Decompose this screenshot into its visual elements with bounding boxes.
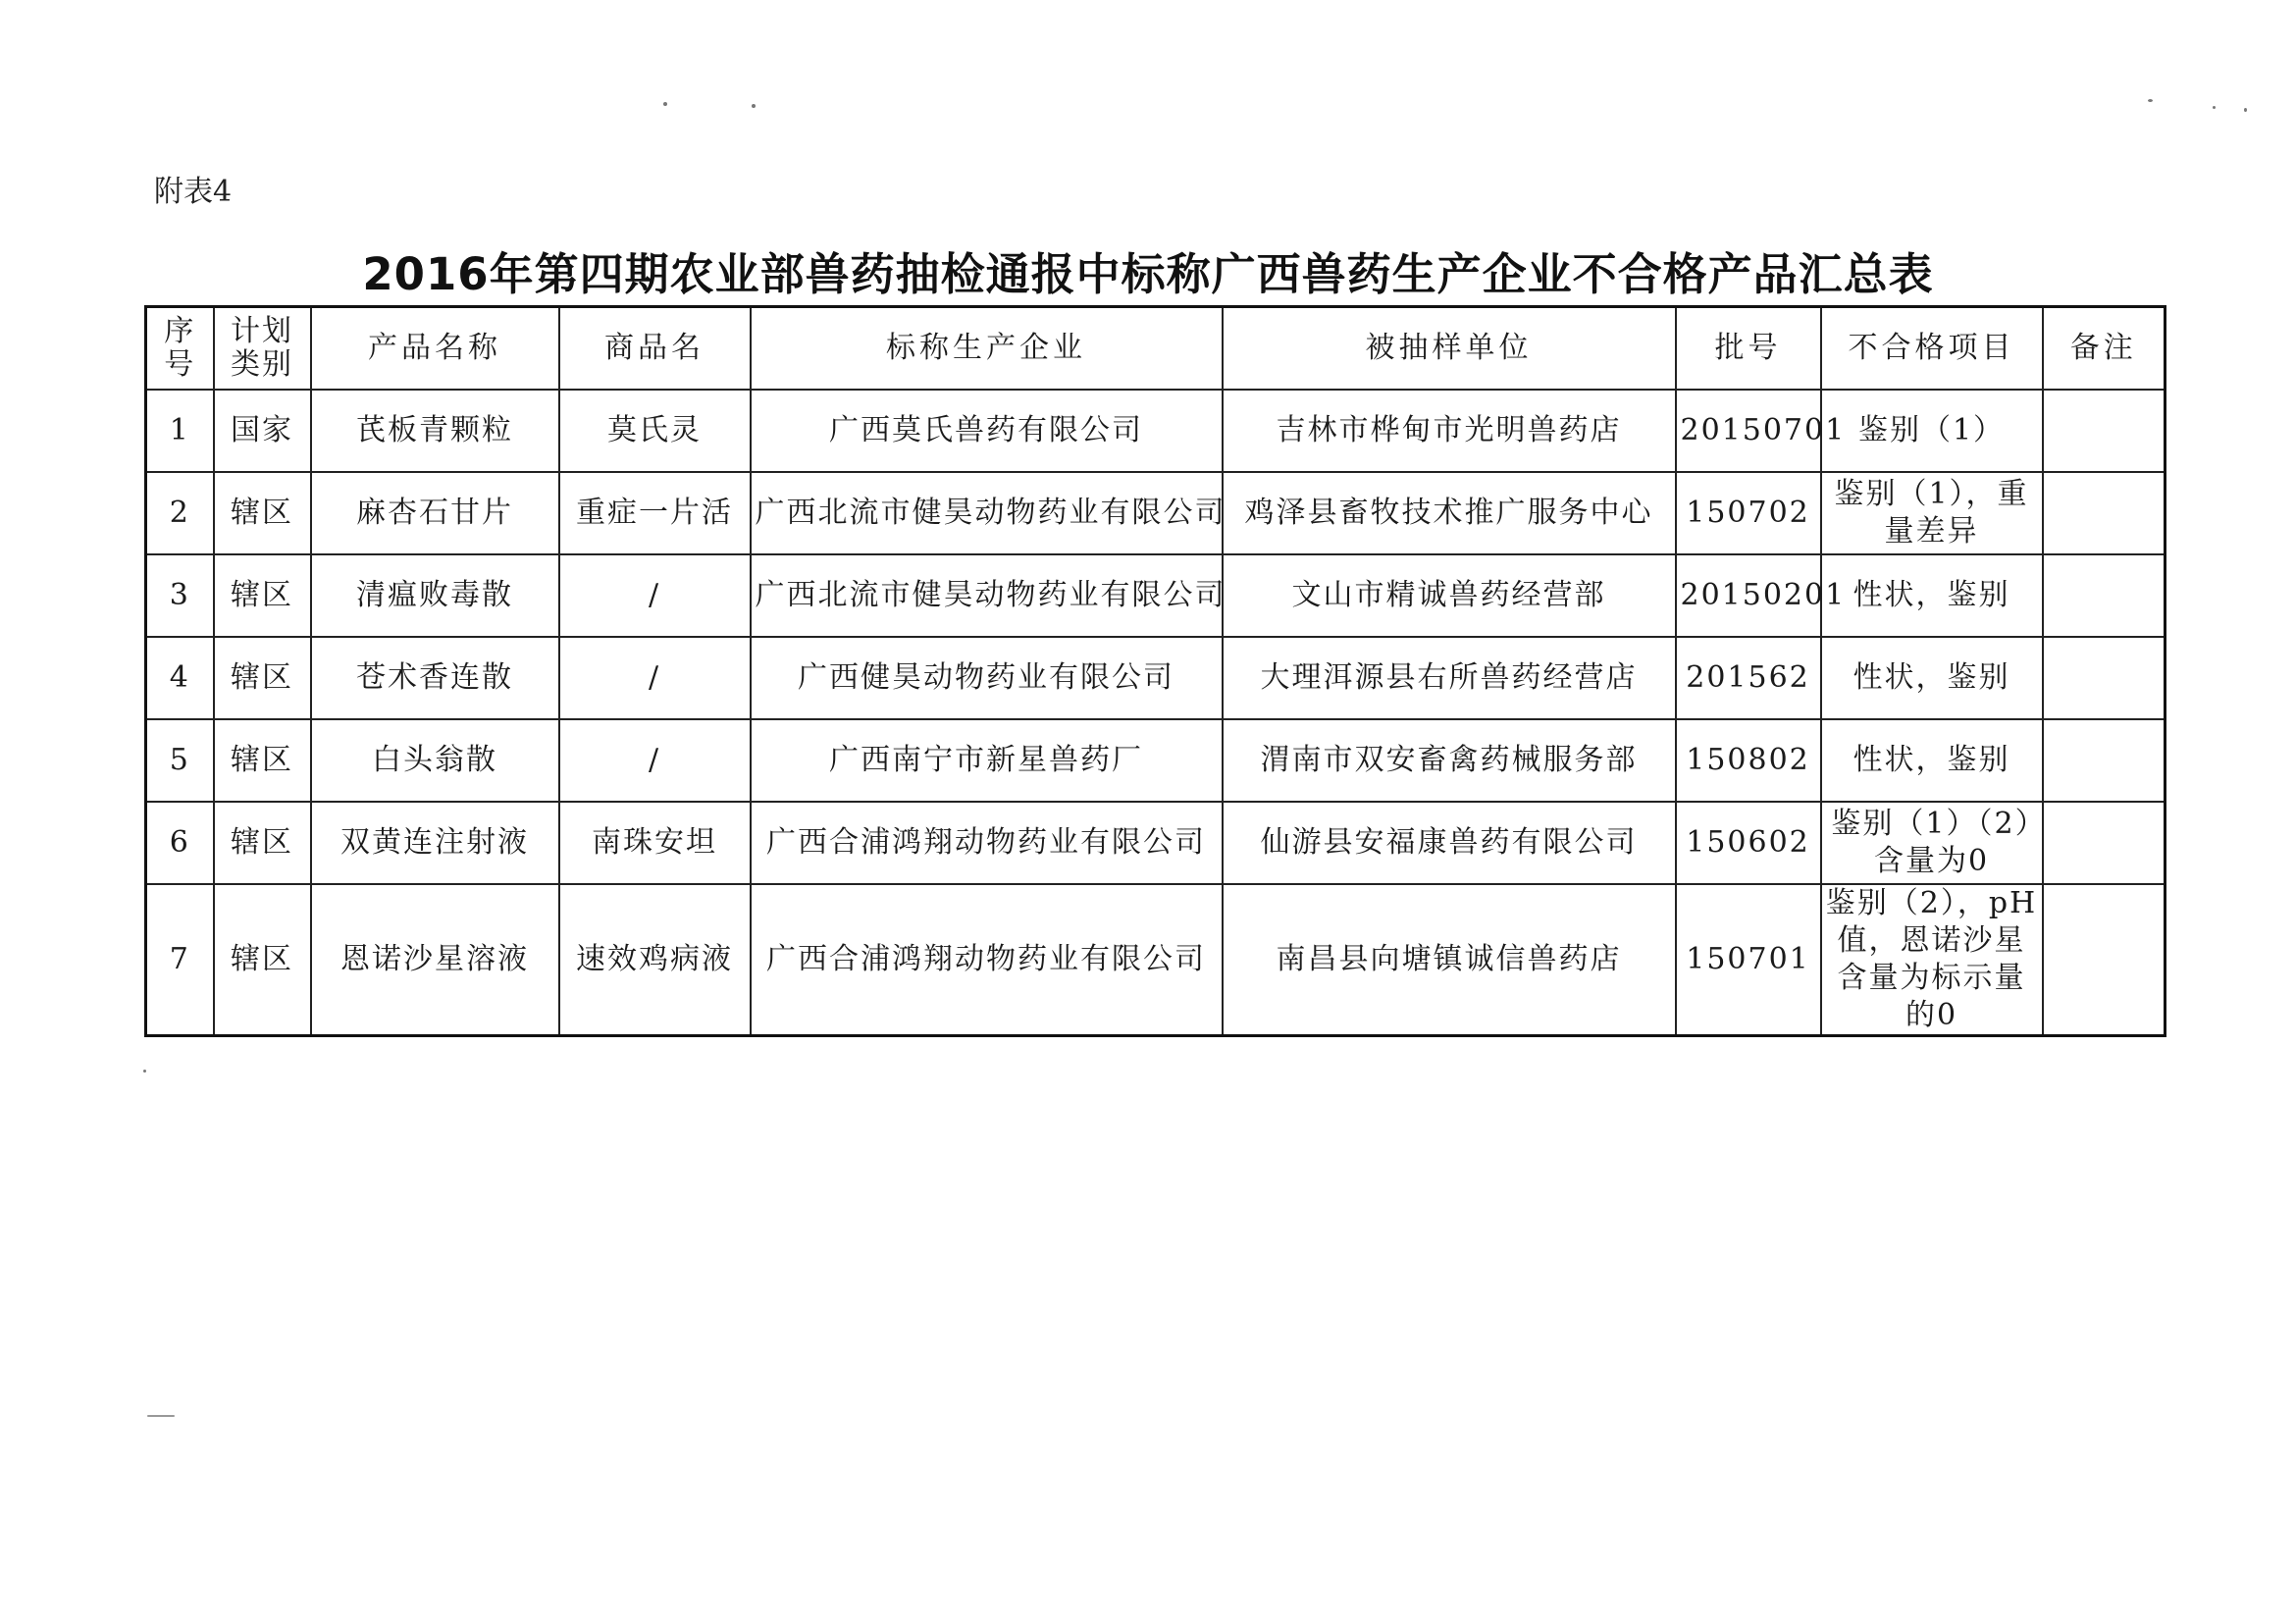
table-row [146, 802, 2166, 884]
scan-speck [143, 1070, 146, 1073]
cell-seq: 7 [146, 884, 214, 1036]
cell-batch: 150701 [1676, 884, 1821, 1036]
cell-batch: 150802 [1676, 719, 1821, 802]
cell-maker: 广西合浦鸿翔动物药业有限公司 [751, 884, 1223, 1036]
cell-brand: / [559, 554, 751, 637]
cell-plan: 辖区 [214, 884, 311, 1036]
scan-speck [2213, 106, 2216, 109]
cell-maker: 广西健昊动物药业有限公司 [751, 637, 1223, 719]
document-title: 2016年第四期农业部兽药抽检通报中标称广西兽药生产企业不合格产品汇总表 [362, 248, 1934, 300]
cell-product: 芪板青颗粒 [311, 390, 559, 472]
cell-plan: 辖区 [214, 802, 311, 884]
cell-sampled: 南昌县向塘镇诚信兽药店 [1223, 884, 1676, 1036]
header-batch-number: 批号 [1676, 307, 1821, 391]
cell-failed-items: 鉴别（1），重量差异 [1821, 472, 2043, 554]
table-row [146, 554, 2166, 637]
scan-speck [2244, 108, 2247, 112]
cell-sampled: 文山市精诚兽药经营部 [1223, 554, 1676, 637]
cell-remark [2043, 802, 2166, 884]
cell-failed-items: 性状，鉴别 [1821, 637, 2043, 719]
header-brand-name: 商品名 [559, 307, 751, 391]
cell-maker: 广西北流市健昊动物药业有限公司 [751, 472, 1223, 554]
annex-label: 附表4 [154, 175, 233, 209]
header-failed-items: 不合格项目 [1821, 307, 2043, 391]
cell-remark [2043, 719, 2166, 802]
cell-sampled: 仙游县安福康兽药有限公司 [1223, 802, 1676, 884]
scan-speck [663, 102, 667, 106]
header-plan-category: 计划 类别 [214, 307, 311, 391]
cell-failed-items: 性状，鉴别 [1821, 554, 2043, 637]
cell-batch: 20150201 [1676, 554, 1821, 637]
cell-product: 麻杏石甘片 [311, 472, 559, 554]
cell-batch: 150602 [1676, 802, 1821, 884]
cell-remark [2043, 637, 2166, 719]
cell-sampled: 大理洱源县右所兽药经营店 [1223, 637, 1676, 719]
scan-speck [752, 104, 756, 108]
scan-speck [147, 1415, 175, 1417]
cell-remark [2043, 554, 2166, 637]
cell-brand: 南珠安坦 [559, 802, 751, 884]
cell-seq: 4 [146, 637, 214, 719]
cell-product: 白头翁散 [311, 719, 559, 802]
table-row [146, 719, 2166, 802]
cell-batch: 150702 [1676, 472, 1821, 554]
cell-batch: 201562 [1676, 637, 1821, 719]
cell-seq: 2 [146, 472, 214, 554]
cell-brand: / [559, 719, 751, 802]
cell-remark [2043, 472, 2166, 554]
cell-brand: / [559, 637, 751, 719]
table-row [146, 884, 2166, 1036]
nonconforming-products-table [144, 305, 2166, 1037]
cell-brand: 重症一片活 [559, 472, 751, 554]
cell-maker: 广西莫氏兽药有限公司 [751, 390, 1223, 472]
cell-plan: 辖区 [214, 472, 311, 554]
cell-failed-items: 性状，鉴别 [1821, 719, 2043, 802]
table-header-row [146, 307, 2166, 391]
cell-plan: 辖区 [214, 719, 311, 802]
cell-maker: 广西南宁市新星兽药厂 [751, 719, 1223, 802]
header-sampled-unit: 被抽样单位 [1223, 307, 1676, 391]
table-row [146, 390, 2166, 472]
cell-batch: 20150701 [1676, 390, 1821, 472]
cell-remark [2043, 390, 2166, 472]
cell-product: 苍术香连散 [311, 637, 559, 719]
cell-product: 清瘟败毒散 [311, 554, 559, 637]
header-seq: 序 号 [146, 307, 214, 391]
cell-maker: 广西北流市健昊动物药业有限公司 [751, 554, 1223, 637]
cell-remark [2043, 884, 2166, 1036]
header-remark: 备注 [2043, 307, 2166, 391]
scan-speck [2148, 99, 2153, 102]
cell-seq: 3 [146, 554, 214, 637]
cell-failed-items: 鉴别（2），pH值，恩诺沙星含量为标示量的0 [1821, 884, 2043, 1036]
table-row [146, 472, 2166, 554]
cell-failed-items: 鉴别（1）（2）含量为0 [1821, 802, 2043, 884]
cell-seq: 6 [146, 802, 214, 884]
cell-failed-items: 鉴别（1） [1821, 390, 2043, 472]
cell-brand: 速效鸡病液 [559, 884, 751, 1036]
header-product-name: 产品名称 [311, 307, 559, 391]
cell-sampled: 吉林市桦甸市光明兽药店 [1223, 390, 1676, 472]
cell-plan: 辖区 [214, 637, 311, 719]
table-row [146, 637, 2166, 719]
cell-brand: 莫氏灵 [559, 390, 751, 472]
cell-product: 恩诺沙星溶液 [311, 884, 559, 1036]
cell-seq: 1 [146, 390, 214, 472]
header-manufacturer: 标称生产企业 [751, 307, 1223, 391]
cell-product: 双黄连注射液 [311, 802, 559, 884]
cell-plan: 辖区 [214, 554, 311, 637]
cell-plan: 国家 [214, 390, 311, 472]
cell-seq: 5 [146, 719, 214, 802]
cell-sampled: 鸡泽县畜牧技术推广服务中心 [1223, 472, 1676, 554]
cell-sampled: 渭南市双安畜禽药械服务部 [1223, 719, 1676, 802]
cell-maker: 广西合浦鸿翔动物药业有限公司 [751, 802, 1223, 884]
